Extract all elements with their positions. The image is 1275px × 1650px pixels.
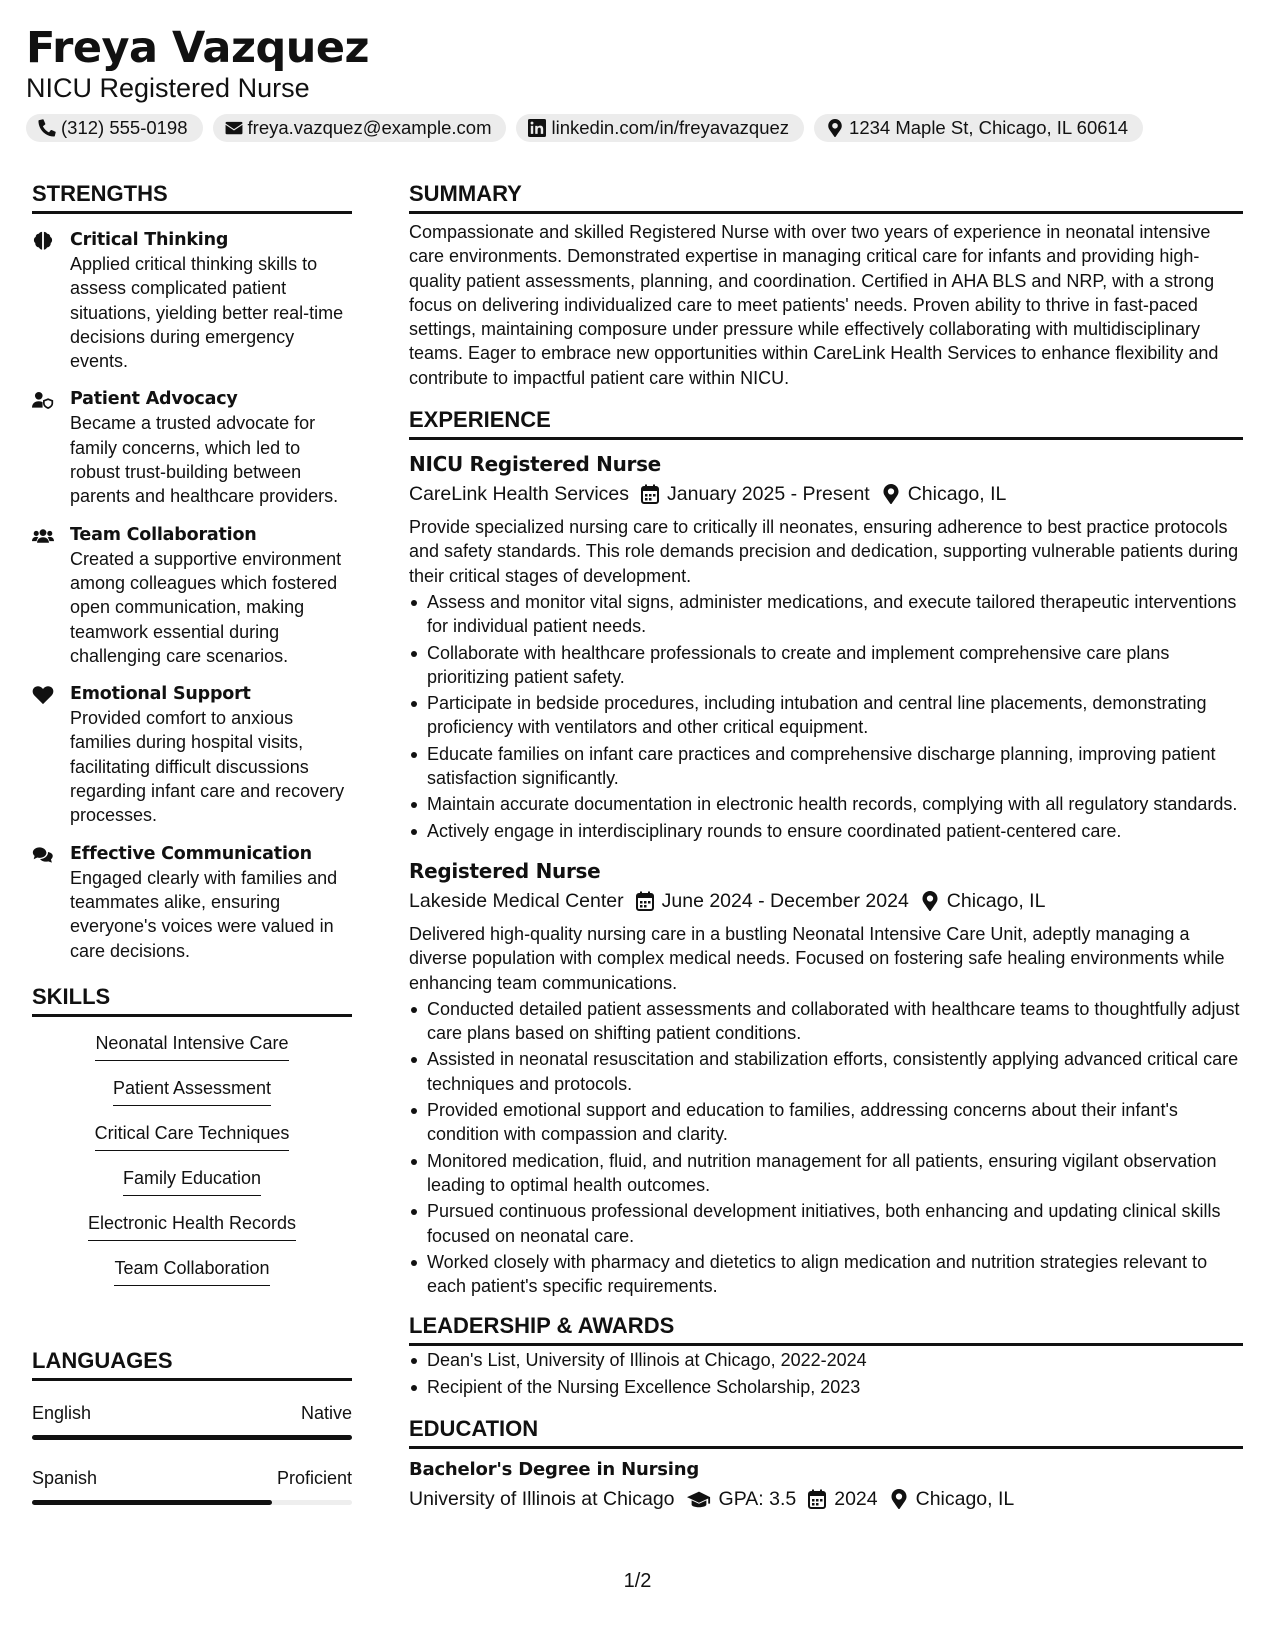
strength-description: Provided comfort to anxious families during hospital visits, facilitating difficult discussions regarding infant care and recovery processes.: [70, 708, 345, 826]
contact-address[interactable]: [814, 114, 1143, 142]
job-bullet: Maintain accurate documentation in electronic health records, complying with all regulatory standards.: [409, 792, 1243, 816]
left-column: [32, 180, 352, 1531]
education-location: Chicago, IL: [915, 1487, 1015, 1510]
skill-tag: Patient Assessment: [113, 1076, 271, 1106]
candidate-name: Freya Vazquez: [26, 23, 370, 73]
candidate-role: NICU Registered Nurse: [26, 73, 310, 103]
contact-phone-text: (312) 555-0198: [61, 117, 188, 138]
job-company: Lakeside Medical Center: [409, 889, 624, 912]
job-location: Chicago, IL: [907, 483, 1007, 506]
page-number: 1/2: [623, 1570, 652, 1592]
map-pin-icon: [826, 119, 844, 137]
strength-item: [32, 387, 352, 508]
job-bullet: Pursued continuous professional development initiatives, both enhancing and updating clinical skills focused on neonatal care.: [409, 1199, 1243, 1248]
contact-linkedin-text: linkedin.com/in/freyavazquez: [551, 117, 790, 138]
user-shield-icon: [32, 390, 54, 410]
resume-header: [26, 22, 1246, 142]
contact-phone[interactable]: [26, 114, 203, 142]
education-meta: [409, 1484, 1243, 1514]
skills-heading: SKILLS: [32, 983, 352, 1017]
job-description: Delivered high-quality nursing care in a bustling Neonatal Intensive Care Unit, adeptly managing a diverse population with complex medical needs. Focused on fostering safe healing environments while enhancing team communications.: [409, 923, 1225, 993]
language-level: Native: [300, 1402, 352, 1423]
experience-entry: [409, 450, 1243, 843]
summary-text: Compassionate and skilled Registered Nurse with over two years of experience in neonatal intensive care environments. Demonstrated expertise in managing critical care for infants and providing high-quality patient assessments, planning, and coordination. Certified in AHA BLS and NRP, with a strong focus on delivering individualized care to meet patients' needs. Proven ability to thrive in fast-paced settings, maintaining composure under pressure while effectively collaborating with multidisciplinary teams. Eager to embrace new opportunities within CareLink Health Services to enhance flexibility and contribute to impactful patient care within NICU.: [409, 222, 1219, 388]
skill-tag: Team Collaboration: [114, 1256, 269, 1286]
languages-list: [32, 1401, 352, 1505]
map-pin-icon: [921, 891, 939, 911]
map-pin-icon: [890, 1489, 908, 1509]
skills-list: [32, 1031, 352, 1301]
contact-address-text: 1234 Maple St, Chicago, IL 60614: [849, 117, 1129, 138]
education-heading: EDUCATION: [409, 1415, 1243, 1449]
contact-email-text: freya.vazquez@example.com: [247, 117, 492, 138]
calendar-icon: [808, 1489, 826, 1509]
job-bullets: [409, 590, 1243, 843]
contact-linkedin[interactable]: [516, 114, 804, 142]
phone-icon: [38, 119, 56, 137]
strength-title: Effective Communication: [70, 843, 312, 864]
education-year: 2024: [834, 1487, 878, 1510]
contact-email[interactable]: [213, 114, 507, 142]
strength-title: Patient Advocacy: [70, 389, 238, 410]
job-bullet: Provided emotional support and education to families, addressing concerns about their infant's condition with compassion and clarity.: [409, 1098, 1243, 1147]
experience-heading: EXPERIENCE: [409, 406, 1243, 440]
language-proficiency-fill: [32, 1435, 352, 1440]
skill-tag: Neonatal Intensive Care: [95, 1031, 288, 1061]
job-meta: [409, 886, 1243, 916]
comments-icon: [32, 845, 54, 865]
right-column: [409, 180, 1243, 1514]
job-bullet: Collaborate with healthcare professionals to create and implement comprehensive care plans prioritizing patient safety.: [409, 641, 1243, 690]
strength-item: [32, 842, 352, 963]
job-bullets: [409, 997, 1243, 1299]
strength-title: Emotional Support: [70, 684, 251, 705]
contact-bar: [26, 114, 1246, 142]
job-dates: June 2024 - December 2024: [661, 889, 909, 912]
job-meta: [409, 479, 1243, 509]
language-proficiency-bar: [32, 1435, 352, 1440]
skill-tag: Family Education: [123, 1166, 261, 1196]
award-item: Dean's List, University of Illinois at Chicago, 2022-2024: [409, 1348, 1243, 1372]
job-bullet: Worked closely with pharmacy and dietetics to align medication and nutrition strategies relevant to each patient's specific requirements.: [409, 1250, 1243, 1299]
job-description: Provide specialized nursing care to critically ill neonates, ensuring adherence to best practice protocols and safety standards. This role demands precision and dedication, supporting vulnerable patients during their critical stages of development.: [409, 517, 1239, 586]
language-proficiency-fill: [32, 1500, 272, 1505]
leadership-list: [409, 1348, 1243, 1399]
envelope-icon: [225, 119, 243, 137]
heart-icon: [32, 685, 54, 705]
strength-item: [32, 228, 352, 373]
strength-description: Became a trusted advocate for family concerns, which led to robust trust-building between parents and healthcare providers.: [70, 413, 339, 507]
education-gpa: GPA: 3.5: [718, 1487, 797, 1510]
strengths-heading: STRENGTHS: [32, 180, 352, 214]
skill-tag: Critical Care Techniques: [95, 1121, 290, 1151]
experience-entry: [409, 857, 1243, 1298]
users-icon: [32, 526, 54, 546]
language-item: [32, 1401, 352, 1440]
skill-tag: Electronic Health Records: [88, 1211, 296, 1241]
calendar-icon: [636, 891, 654, 911]
summary-heading: SUMMARY: [409, 180, 1243, 214]
job-bullet: Educate families on infant care practices and comprehensive discharge planning, improving patient satisfaction significantly.: [409, 742, 1243, 791]
linkedin-icon: [528, 119, 546, 137]
strength-title: Team Collaboration: [70, 524, 257, 545]
strengths-list: [32, 228, 352, 963]
language-level: Proficient: [276, 1467, 352, 1488]
award-item: Recipient of the Nursing Excellence Scholarship, 2023: [409, 1375, 1243, 1399]
job-bullet: Monitored medication, fluid, and nutrition management for all patients, ensuring vigilant observation leading to optimal health outcomes.: [409, 1149, 1243, 1198]
graduation-cap-icon: [687, 1489, 711, 1509]
strength-description: Engaged clearly with families and teammates alike, ensuring everyone's voices were valued in care decisions.: [70, 867, 338, 961]
job-bullet: Participate in bedside procedures, including intubation and central line placements, demonstrating proficiency with ventilators and other critical equipment.: [409, 691, 1243, 740]
language-proficiency-bar: [32, 1500, 352, 1505]
languages-heading: LANGUAGES: [32, 1347, 352, 1381]
strength-item: [32, 523, 352, 668]
job-location: Chicago, IL: [946, 889, 1046, 912]
job-title: Registered Nurse: [409, 858, 601, 883]
leadership-heading: LEADERSHIP & AWARDS: [409, 1312, 1243, 1346]
brain-icon: [32, 231, 54, 251]
job-title: NICU Registered Nurse: [409, 452, 661, 477]
education-degree: Bachelor's Degree in Nursing: [409, 1458, 700, 1480]
job-company: CareLink Health Services: [409, 483, 630, 506]
job-dates: January 2025 - Present: [667, 483, 870, 506]
strength-item: [32, 682, 352, 827]
map-pin-icon: [882, 484, 900, 504]
job-bullet: Assisted in neonatal resuscitation and stabilization efforts, consistently applying advanced critical care techniques and protocols.: [409, 1047, 1243, 1096]
strength-title: Critical Thinking: [70, 230, 229, 250]
strength-description: Applied critical thinking skills to assess complicated patient situations, yielding better real-time decisions during emergency events.: [70, 254, 344, 372]
language-name: English: [32, 1402, 92, 1423]
job-bullet: Actively engage in interdisciplinary rounds to ensure coordinated patient-centered care.: [409, 819, 1243, 843]
education-school: University of Illinois at Chicago: [409, 1487, 675, 1510]
job-bullet: Conducted detailed patient assessments and collaborated with healthcare teams to thoughtfully adjust care plans based on shifting patient conditions.: [409, 997, 1243, 1046]
calendar-icon: [641, 484, 659, 504]
strength-description: Created a supportive environment among colleagues which fostered open communication, making teamwork essential during challenging care scenarios.: [70, 548, 342, 666]
job-bullet: Assess and monitor vital signs, administer medications, and execute tailored therapeutic interventions for individual patient needs.: [409, 590, 1243, 639]
language-item: [32, 1466, 352, 1505]
language-name: Spanish: [32, 1467, 98, 1488]
